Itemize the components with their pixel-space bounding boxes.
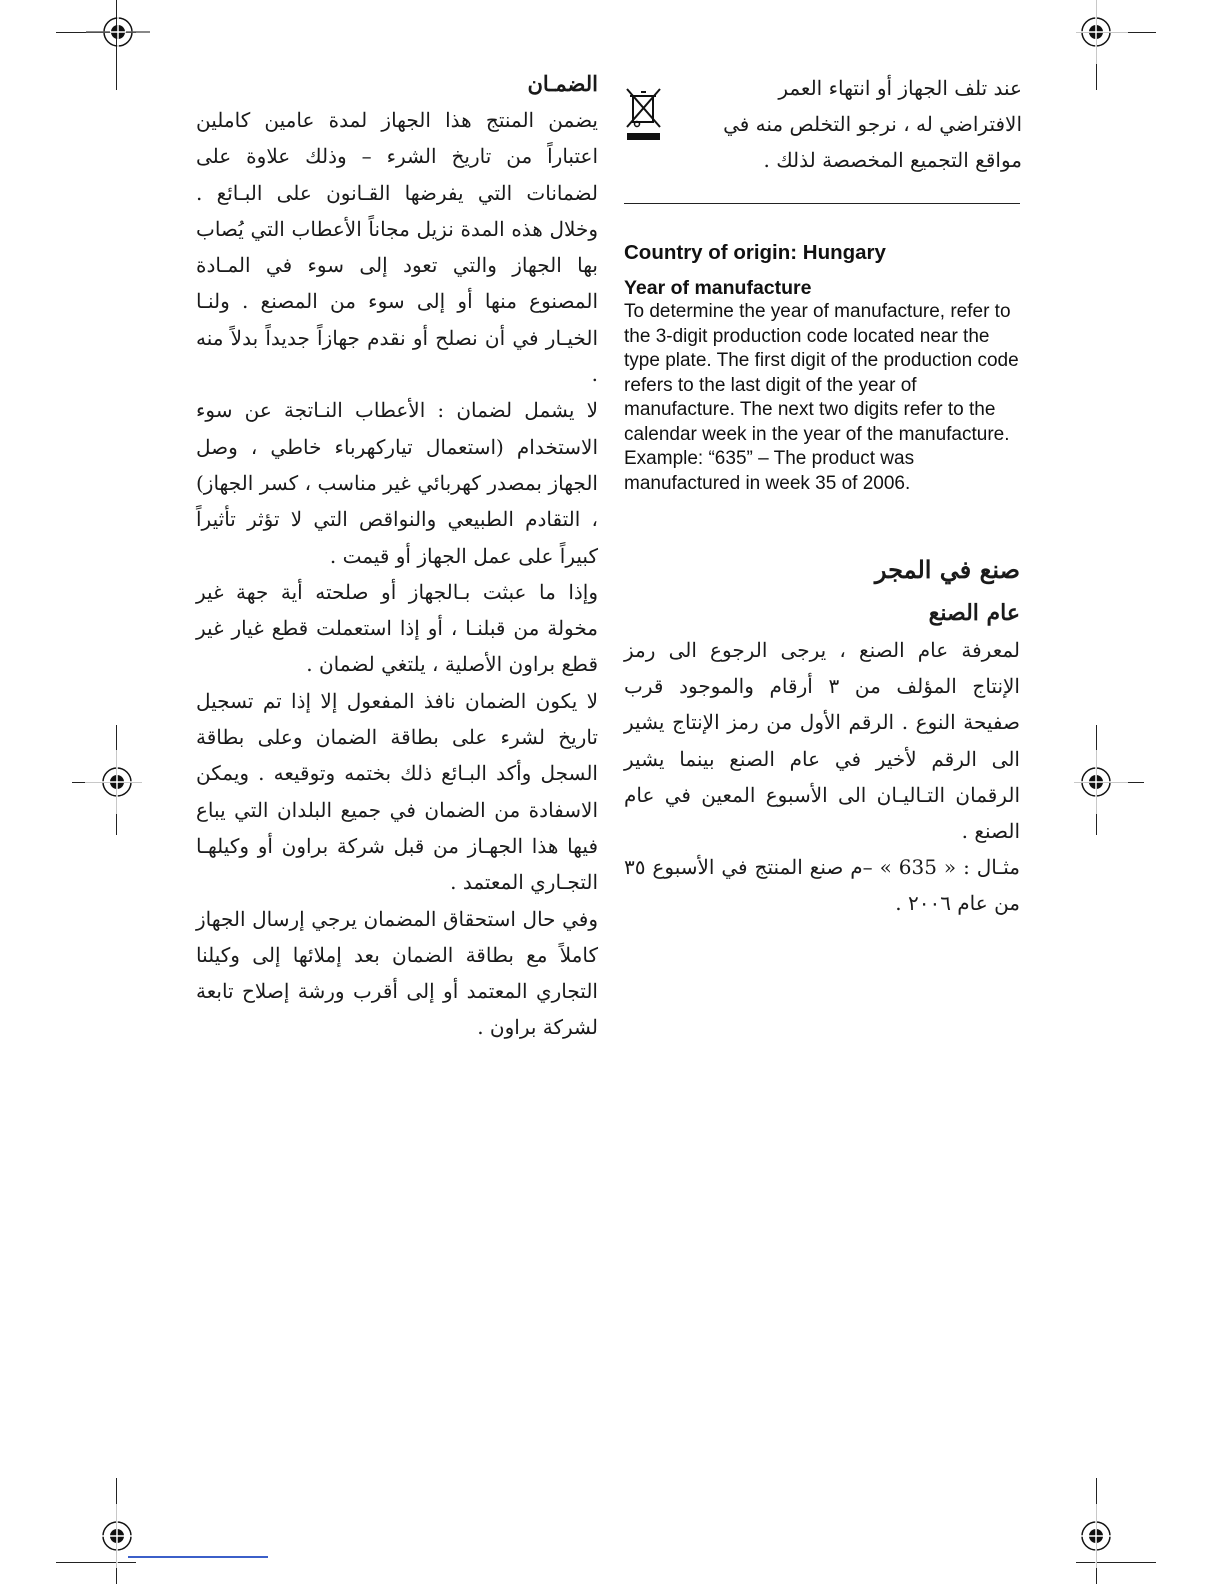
- warranty-paragraph: لا يشمل لضمان : الأعطاب النـاتجة عن سوء الاستخدام (استعمال تياركهرباء خاطي ، وصل الجهاز بمصدر كهربائي غير مناسب ، كسر الجهاز) ، التقادم الطبيعي والنواقص التي لا تؤثر تأثيراً كبيراً على عمل الجهاز أو قيمت .: [196, 398, 598, 568]
- registration-mark-icon: [86, 0, 150, 64]
- registration-mark-icon: [1064, 1504, 1128, 1568]
- disposal-notice: [624, 70, 1022, 180]
- english-origin-section: [624, 240, 1020, 496]
- year-of-manufacture-example: Example: “635” – The product was manufactured in week 35 of 2006.: [624, 448, 915, 494]
- registration-mark-icon: [85, 1504, 149, 1568]
- registration-mark-icon: [85, 750, 149, 814]
- year-of-manufacture-heading: Year of manufacture: [624, 277, 812, 299]
- registration-mark-icon: [1064, 0, 1128, 64]
- warranty-paragraph: وفي حال استحقاق المضمان يرجي إرسال الجهاز كاملاً مع بطاقة الضمان بعد إملائها إلى وكيلنا التجاري المعتمد أو إلى أقرب ورشة إصلاح تابعة لشركة براون .: [196, 906, 598, 1040]
- warranty-heading: الضمـان: [527, 71, 598, 96]
- section-divider: [624, 203, 1020, 204]
- color-strip: [128, 1556, 268, 1558]
- arabic-year-example: مثـال : « 635 » –م صنع المنتج في الأسبوع ٣٥ من عام ٢٠٠٦ .: [624, 855, 1021, 916]
- arabic-year-heading: عام الصنع: [928, 600, 1020, 626]
- year-of-manufacture-body: To determine the year of manufacture, refer to the 3-digit production code located near the type plate. The first digit of the production code refers to the last digit of the year of manufacture. The next two digits refer to the calendar week in the year of the manufacture.: [624, 301, 1019, 445]
- warranty-paragraph: وإذا ما عبثت بـالجهاز أو صلحته أية جهة غير مخولة من قبلنـا ، أو إذا استعملت قطع غيار غير قطع براون الأصلية ، يلتغي لضمان .: [196, 579, 598, 677]
- arabic-year-body: لمعرفة عام الصنع ، يرجى الرجوع الى رمز الإنتاج المؤلف من ٣ أرقام والموجود قرب صفيحة النوع . الرقم الأول من رمز الإنتاج يشير الى الرقم لأخير في عام الصنع بينما يشير الرقمان التـاليـان الى الأسبوع المعين في عام الصنع .: [624, 638, 1020, 844]
- country-of-origin: Country of origin: Hungary: [624, 241, 886, 264]
- warranty-paragraph: يضمن المنتج هذا الجهاز لمدة عامين كاملين اعتباراً من تاريخ الشرء – وذلك علاوة على لضمانات التي يفرضها القـانون على البـائع . وخلال هذه المدة نزيل مجاناً الأعطاب التي يُصاب بها الجهاز والتي تعود إلى سوء في المـادة المصنوع منها أو إلى سوء من المصنع . ولنـا الخيـار في أن نصلح أو نقدم جهازاً جديداً بدلاً منه .: [196, 108, 598, 387]
- registration-mark-icon: [1064, 750, 1128, 814]
- warranty-paragraph: لا يكون الضمان نافذ المفعول إلا إذا تم تسجيل تاريخ لشرء على بطاقة الضمان وعلى بطاقة السجل وأكد البـائع ذلك بختمه وتوقيعه . ويمكن الاسفادة من الضمان في جميع البلدان التي يباع فيها هذا الجهـاز من قبل شركة براون أو وكيلهـا التجـاري المعتمد .: [196, 688, 598, 895]
- arabic-origin-section: [624, 550, 1020, 922]
- disposal-text: عند تلف الجهاز أو انتهاء العمر الافتراضي له ، نرجو التخلص منه في مواقع التجميع المخصصة لذلك .: [723, 76, 1022, 172]
- arabic-origin-heading: صنع في المجر: [874, 555, 1020, 584]
- warranty-section: [196, 66, 598, 1046]
- crossed-out-wheelie-bin-icon: [624, 86, 664, 142]
